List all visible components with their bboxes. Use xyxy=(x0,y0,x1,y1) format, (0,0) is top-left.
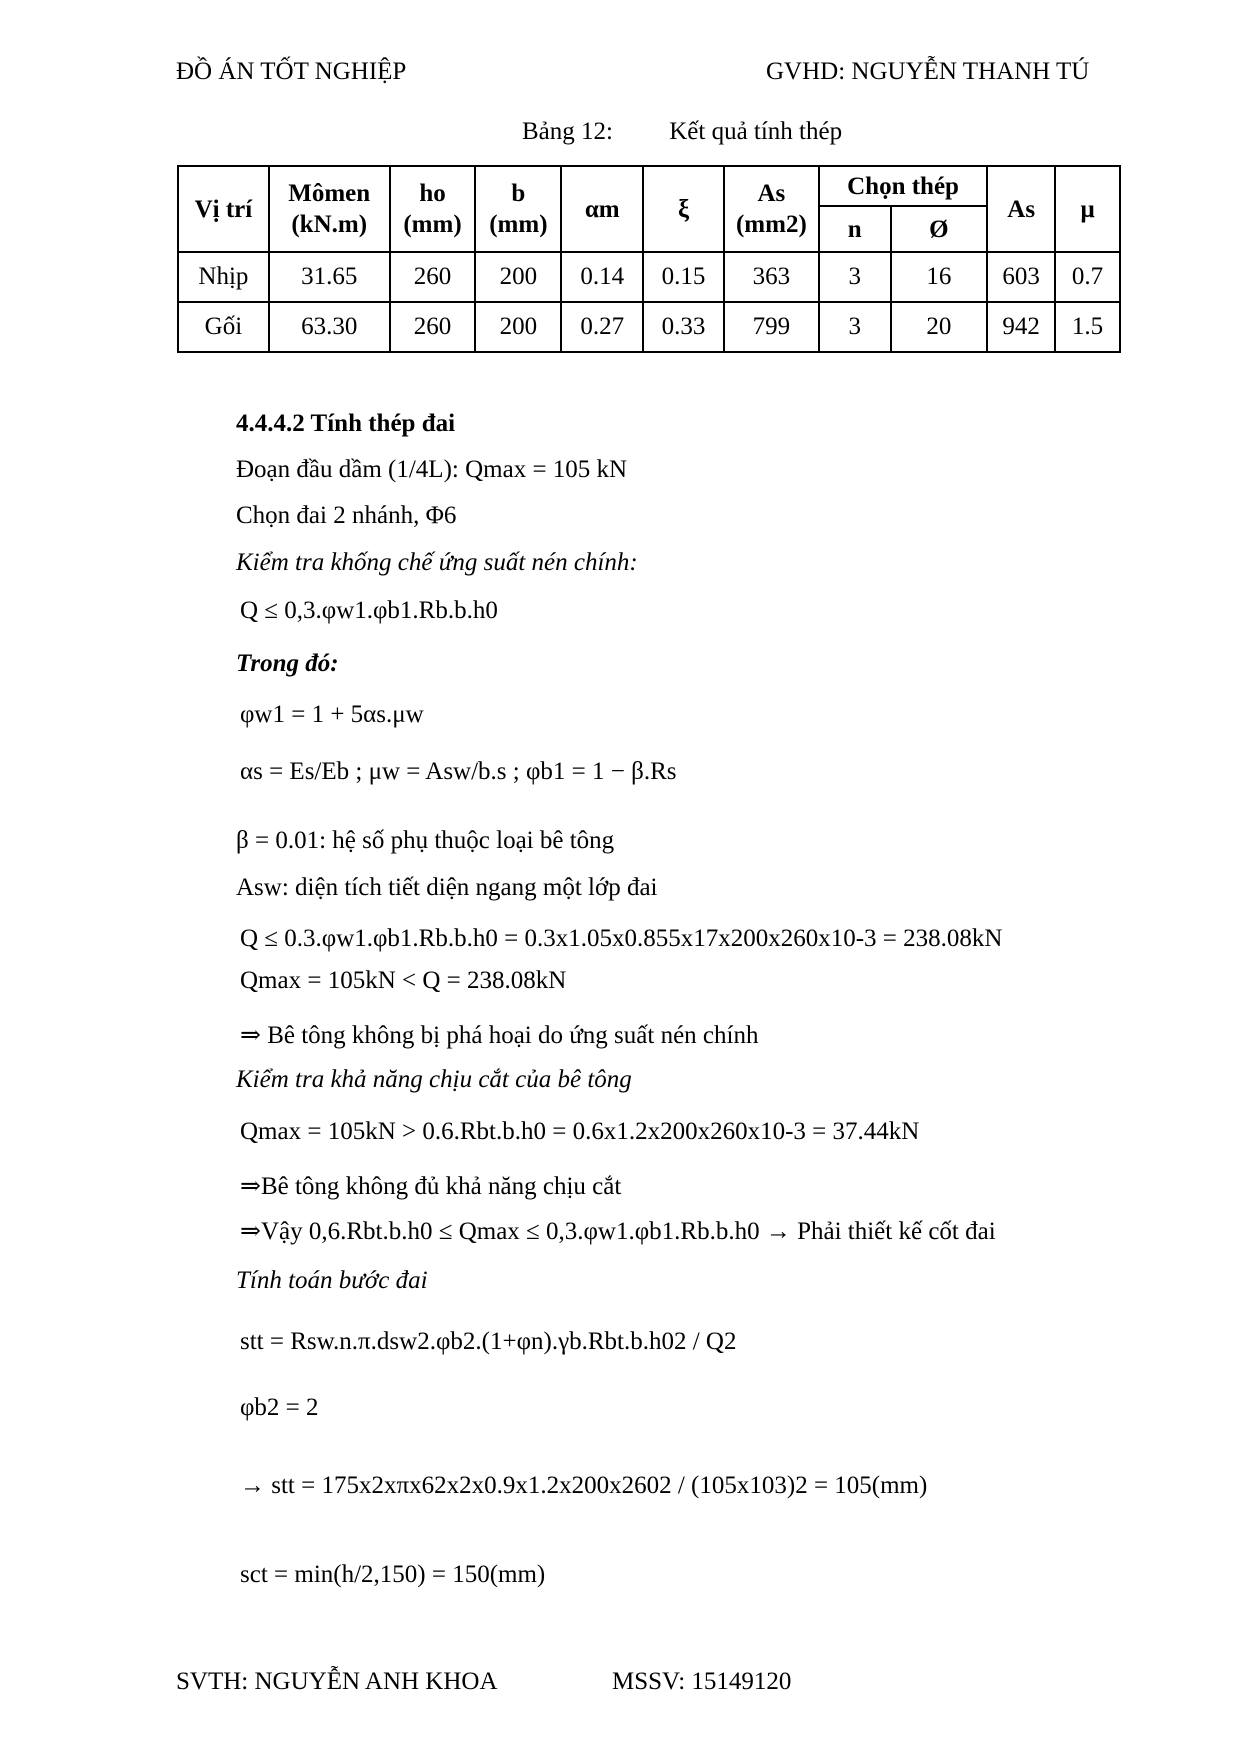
section-title: 4.4.4.2 Tính thép đai xyxy=(236,410,456,437)
cell-xi: 0.15 xyxy=(643,252,724,302)
cell-mu: 0.7 xyxy=(1055,252,1120,302)
equation: Q ≤ 0,3.φw1.φb1.Rb.b.h0 xyxy=(240,597,498,624)
header-mu: μ xyxy=(1055,166,1120,252)
cell-moment: 31.65 xyxy=(269,252,390,302)
equation: φw1 = 1 + 5αs.μw xyxy=(240,701,424,728)
text-line: ⇒Bê tông không đủ khả năng chịu cắt xyxy=(240,1173,622,1200)
text-line: Đoạn đầu dầm (1/4L): Qmax = 105 kN xyxy=(236,456,628,483)
equation: αs = Es/Eb ; μw = Asw/b.s ; φb1 = 1 − β.Rs xyxy=(240,758,677,785)
cell-alpha-m: 0.27 xyxy=(561,302,643,352)
cell-as2: 942 xyxy=(987,302,1055,352)
cell-as: 799 xyxy=(724,302,819,352)
header-n: n xyxy=(819,206,891,252)
cell-moment: 63.30 xyxy=(269,302,390,352)
equation: stt = Rsw.n.π.dsw2.φb2.(1+φn).γb.Rbt.b.h02 / Q2 xyxy=(240,1328,737,1355)
table-row xyxy=(178,302,1120,352)
steel-result-table xyxy=(177,165,1121,353)
header-ho: ho (mm) xyxy=(390,166,476,252)
equation: φb2 = 2 xyxy=(240,1394,319,1421)
table-row xyxy=(178,252,1120,302)
cell-vitri: Nhịp xyxy=(178,252,269,302)
header-left: ĐỒ ÁN TỐT NGHIỆP xyxy=(176,58,407,85)
header-phi: Ø xyxy=(891,206,988,252)
text-line: β = 0.01: hệ số phụ thuộc loại bê tông xyxy=(236,827,615,854)
footer-student: SVTH: NGUYỄN ANH KHOA xyxy=(176,1668,498,1695)
cell-phi: 16 xyxy=(891,252,988,302)
header-right: GVHD: NGUYỄN THANH TÚ xyxy=(766,58,1090,85)
cell-vitri: Gối xyxy=(178,302,269,352)
table-caption xyxy=(522,118,842,146)
header-alpha-m: αm xyxy=(561,166,643,252)
cell-as: 363 xyxy=(724,252,819,302)
header-chon-thep: Chọn thép xyxy=(819,166,987,206)
equation: Qmax = 105kN > 0.6.Rbt.b.h0 = 0.6x1.2x200x260x10-3 = 37.44kN xyxy=(240,1118,920,1145)
text-line: Trong đó: xyxy=(236,650,339,677)
equation: sct = min(h/2,150) = 150(mm) xyxy=(240,1561,546,1588)
header-xi: ξ xyxy=(643,166,724,252)
cell-b: 200 xyxy=(475,252,561,302)
text-line: Asw: diện tích tiết diện ngang một lớp đai xyxy=(236,874,658,901)
cell-phi: 20 xyxy=(891,302,988,352)
caption-label: Bảng 12: xyxy=(522,118,613,145)
text-line: Kiểm tra khả năng chịu cắt của bê tông xyxy=(236,1066,632,1093)
text-line: Kiểm tra khống chế ứng suất nén chính: xyxy=(236,549,638,576)
header-vitri: Vị trí xyxy=(178,166,269,252)
text-line: ⇒ Bê tông không bị phá hoại do ứng suất nén chính xyxy=(240,1022,759,1049)
cell-b: 200 xyxy=(475,302,561,352)
cell-ho: 260 xyxy=(390,302,476,352)
header-as: As (mm2) xyxy=(724,166,819,252)
text-line: ⇒Vậy 0,6.Rbt.b.h0 ≤ Qmax ≤ 0,3.φw1.φb1.Rb.b.h0 → Phải thiết kế cốt đai xyxy=(240,1218,996,1245)
header-as2: As xyxy=(987,166,1055,252)
equation: Qmax = 105kN < Q = 238.08kN xyxy=(240,967,567,994)
equation: Q ≤ 0.3.φw1.φb1.Rb.b.h0 = 0.3x1.05x0.855x17x200x260x10-3 = 238.08kN xyxy=(240,925,1003,952)
cell-n: 3 xyxy=(819,252,891,302)
cell-as2: 603 xyxy=(987,252,1055,302)
equation: → stt = 175x2xπx62x2x0.9x1.2x200x2602 / (105x103)2 = 105(mm) xyxy=(240,1472,928,1499)
cell-mu: 1.5 xyxy=(1055,302,1120,352)
cell-xi: 0.33 xyxy=(643,302,724,352)
cell-n: 3 xyxy=(819,302,891,352)
caption-title: Kết quả tính thép xyxy=(669,118,843,145)
cell-ho: 260 xyxy=(390,252,476,302)
header-moment: Mômen (kN.m) xyxy=(269,166,390,252)
header-b: b (mm) xyxy=(475,166,561,252)
text-line: Tính toán bước đai xyxy=(236,1267,428,1294)
text-line: Chọn đai 2 nhánh, Φ6 xyxy=(236,502,457,529)
cell-alpha-m: 0.14 xyxy=(561,252,643,302)
footer-student-id: MSSV: 15149120 xyxy=(612,1668,792,1695)
